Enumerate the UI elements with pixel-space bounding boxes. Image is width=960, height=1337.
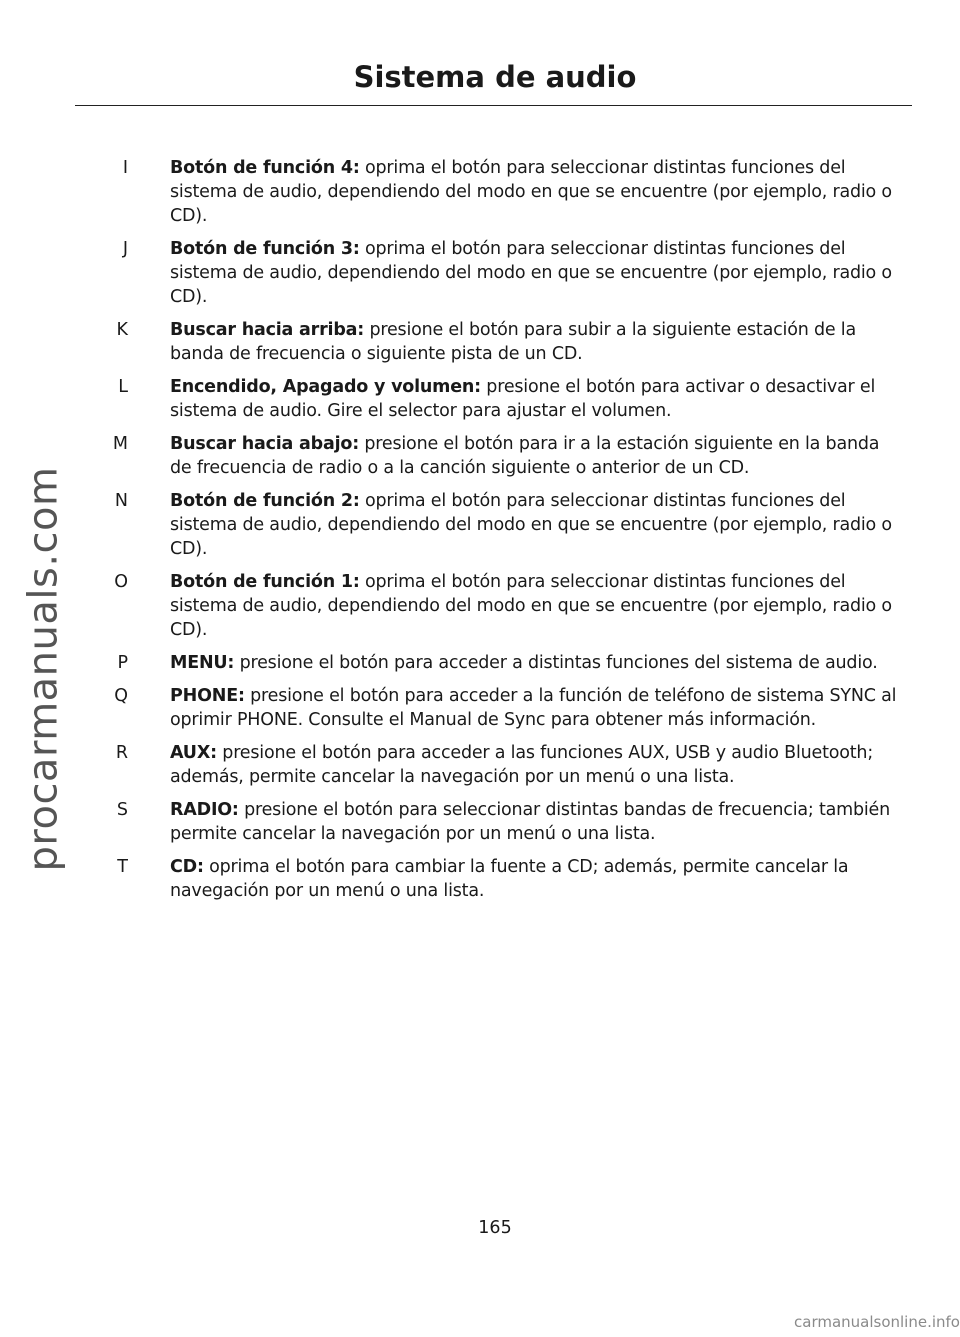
item-body: presione el botón para activar o desactivar el sistema de audio. Gire el selector para ajustar el volumen. bbox=[170, 377, 876, 421]
item-term: Buscar hacia abajo: bbox=[170, 434, 360, 454]
item-letter: K bbox=[116, 320, 128, 340]
footer-watermark: carmanualsonline.info bbox=[794, 1313, 960, 1331]
item-term: Botón de función 3: bbox=[170, 239, 360, 259]
item-letter: M bbox=[112, 434, 128, 454]
item-term: CD: bbox=[170, 857, 204, 877]
item-body: presione el botón para acceder a distintas funciones del sistema de audio. bbox=[234, 653, 878, 673]
item-body: oprima el botón para seleccionar distintas funciones del sistema de audio, dependiendo del modo en que se encuentre (por ejemplo, radio o CD). bbox=[170, 572, 892, 640]
item-description bbox=[170, 156, 905, 228]
list-item bbox=[0, 741, 960, 789]
item-term: Botón de función 2: bbox=[170, 491, 360, 511]
item-body: oprima el botón para seleccionar distintas funciones del sistema de audio, dependiendo del modo en que se encuentre (por ejemplo, radio o CD). bbox=[170, 158, 892, 226]
item-body: presione el botón para acceder a la función de teléfono de sistema SYNC al oprimir PHONE. Consulte el Manual de Sync para obtener más información. bbox=[170, 686, 897, 730]
list-item bbox=[0, 318, 960, 366]
item-body: presione el botón para seleccionar distintas bandas de frecuencia; también permite cancelar la navegación por un menú o una lista. bbox=[170, 800, 891, 844]
item-letter: I bbox=[122, 158, 128, 178]
item-letter: N bbox=[114, 491, 128, 511]
item-description bbox=[170, 432, 905, 480]
item-letter: Q bbox=[114, 686, 128, 706]
item-description bbox=[170, 741, 905, 789]
list-item bbox=[0, 489, 960, 561]
item-description bbox=[170, 855, 905, 903]
item-term: MENU: bbox=[170, 653, 235, 673]
list-item bbox=[0, 432, 960, 480]
item-list bbox=[0, 156, 960, 912]
item-description bbox=[170, 318, 905, 366]
list-item bbox=[0, 855, 960, 903]
item-description bbox=[170, 651, 905, 675]
item-letter: T bbox=[117, 857, 128, 877]
item-body: oprima el botón para seleccionar distintas funciones del sistema de audio, dependiendo del modo en que se encuentre (por ejemplo, radio o CD). bbox=[170, 491, 892, 559]
item-term: Botón de función 1: bbox=[170, 572, 360, 592]
item-term: RADIO: bbox=[170, 800, 239, 820]
item-term: Encendido, Apagado y volumen: bbox=[170, 377, 481, 397]
item-letter: J bbox=[122, 239, 128, 259]
item-body: presione el botón para acceder a las funciones AUX, USB y audio Bluetooth; además, permite cancelar la navegación por un menú o una lista. bbox=[170, 743, 874, 787]
item-description bbox=[170, 798, 905, 846]
list-item bbox=[0, 237, 960, 309]
item-letter: L bbox=[118, 377, 128, 397]
item-body: presione el botón para subir a la siguiente estación de la banda de frecuencia o siguiente pista de un CD. bbox=[170, 320, 856, 364]
item-body: oprima el botón para cambiar la fuente a CD; además, permite cancelar la navegación por un menú o una lista. bbox=[170, 857, 849, 901]
item-letter: R bbox=[115, 743, 128, 763]
item-letter: P bbox=[117, 653, 128, 673]
list-item bbox=[0, 798, 960, 846]
item-term: Botón de función 4: bbox=[170, 158, 360, 178]
item-description bbox=[170, 570, 905, 642]
page-title: Sistema de audio bbox=[353, 60, 637, 94]
item-term: Buscar hacia arriba: bbox=[170, 320, 365, 340]
list-item bbox=[0, 570, 960, 642]
item-description bbox=[170, 375, 905, 423]
list-item bbox=[0, 684, 960, 732]
list-item bbox=[0, 375, 960, 423]
item-description bbox=[170, 237, 905, 309]
item-term: AUX: bbox=[170, 743, 217, 763]
item-body: oprima el botón para seleccionar distintas funciones del sistema de audio, dependiendo del modo en que se encuentre (por ejemplo, radio o CD). bbox=[170, 239, 892, 307]
item-letter: S bbox=[116, 800, 128, 820]
side-watermark-text: procarmanuals.com bbox=[20, 466, 66, 871]
list-item bbox=[0, 156, 960, 228]
title-divider bbox=[75, 105, 912, 106]
list-item bbox=[0, 651, 960, 675]
item-letter: O bbox=[114, 572, 128, 592]
item-description bbox=[170, 684, 905, 732]
item-description bbox=[170, 489, 905, 561]
page-number: 165 bbox=[478, 1218, 512, 1238]
item-term: PHONE: bbox=[170, 686, 245, 706]
item-body: presione el botón para ir a la estación siguiente en la banda de frecuencia de radio o a la canción siguiente o anterior de un CD. bbox=[170, 434, 880, 478]
